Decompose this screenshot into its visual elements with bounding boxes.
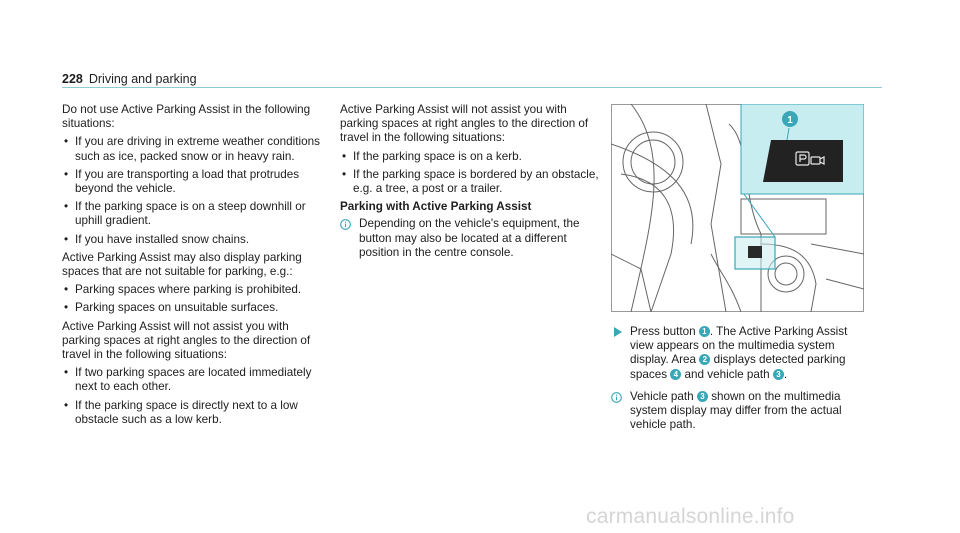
intro-paragraph: Do not use Active Parking Assist in the following situations:	[62, 103, 311, 131]
column-left	[62, 103, 330, 431]
note-text: Vehicle path	[630, 389, 694, 403]
step-text: Press button	[630, 325, 696, 338]
column-right	[611, 325, 871, 440]
callout-number: 1	[787, 115, 793, 126]
step-text: displays detected parking spaces	[630, 353, 846, 381]
badge-parking-spaces: 4	[670, 369, 681, 380]
list-item: • If the parking space is on a steep downhill or uphill gradient.	[62, 200, 330, 228]
list-item: • Parking spaces where parking is prohibited.	[62, 283, 330, 297]
right-angle-paragraph: Active Parking Assist will not assist you with parking spaces at right angles to the direction of travel in the following situations:	[62, 319, 311, 362]
info-note	[611, 390, 871, 433]
info-icon	[611, 391, 622, 404]
unsuitable-bullet-list	[62, 283, 330, 315]
note-text: shown on the multimedia system display may differ from the actual vehicle path.	[630, 389, 842, 432]
badge-vehicle-path: 3	[697, 391, 708, 402]
page-number: 228	[62, 72, 83, 86]
column-middle	[340, 103, 600, 268]
right-angle-bullet-list	[62, 366, 330, 427]
info-note	[340, 217, 600, 260]
right-angle-paragraph-2: Active Parking Assist will not assist you with parking spaces at right angles to the direction of travel in the following situations:	[340, 103, 589, 145]
note-text: Depending on the vehicle's equipment, the button may also be located at a different position in the centre console.	[359, 217, 580, 259]
info-icon	[340, 218, 351, 231]
list-item: • If the parking space is bordered by an obstacle, e.g. a tree, a post or a trailer.	[340, 168, 600, 196]
list-item: • If you have installed snow chains.	[62, 233, 330, 247]
list-item: • If you are transporting a load that protrudes beyond the vehicle.	[62, 168, 330, 196]
page-header	[62, 72, 197, 86]
list-item: • If two parking spaces are located immediately next to each other.	[62, 366, 330, 394]
instruction-step	[611, 325, 871, 382]
section-title: Driving and parking	[88, 72, 197, 86]
step-text: . The Active Parking Assist view appears on the multimedia system display. Area	[630, 325, 848, 367]
list-item: • If the parking space is on a kerb.	[340, 150, 600, 164]
kerb-bullet-list	[340, 150, 600, 197]
section-subheading: Parking with Active Parking Assist	[340, 200, 532, 214]
weather-bullet-list	[62, 135, 330, 246]
header-rule	[62, 87, 882, 88]
list-item: • Parking spaces on unsuitable surfaces.	[62, 301, 330, 315]
center-console-illustration	[611, 104, 864, 312]
step-text: .	[783, 367, 788, 381]
list-item: • If you are driving in extreme weather conditions such as ice, packed snow or in heavy rain.	[62, 135, 330, 163]
badge-vehicle-path: 3	[773, 369, 784, 380]
badge-button: 1	[699, 326, 710, 337]
step-arrow-icon	[614, 327, 622, 337]
step-text: and vehicle path	[684, 367, 770, 381]
list-item: • If the parking space is directly next to a low obstacle such as a low kerb.	[62, 399, 330, 427]
badge-area: 2	[699, 354, 710, 365]
unsuitable-spaces-paragraph: Active Parking Assist may also display parking spaces that are not suitable for parking, e.g.:	[62, 250, 302, 279]
watermark: carmanualsonline.info	[586, 505, 795, 528]
